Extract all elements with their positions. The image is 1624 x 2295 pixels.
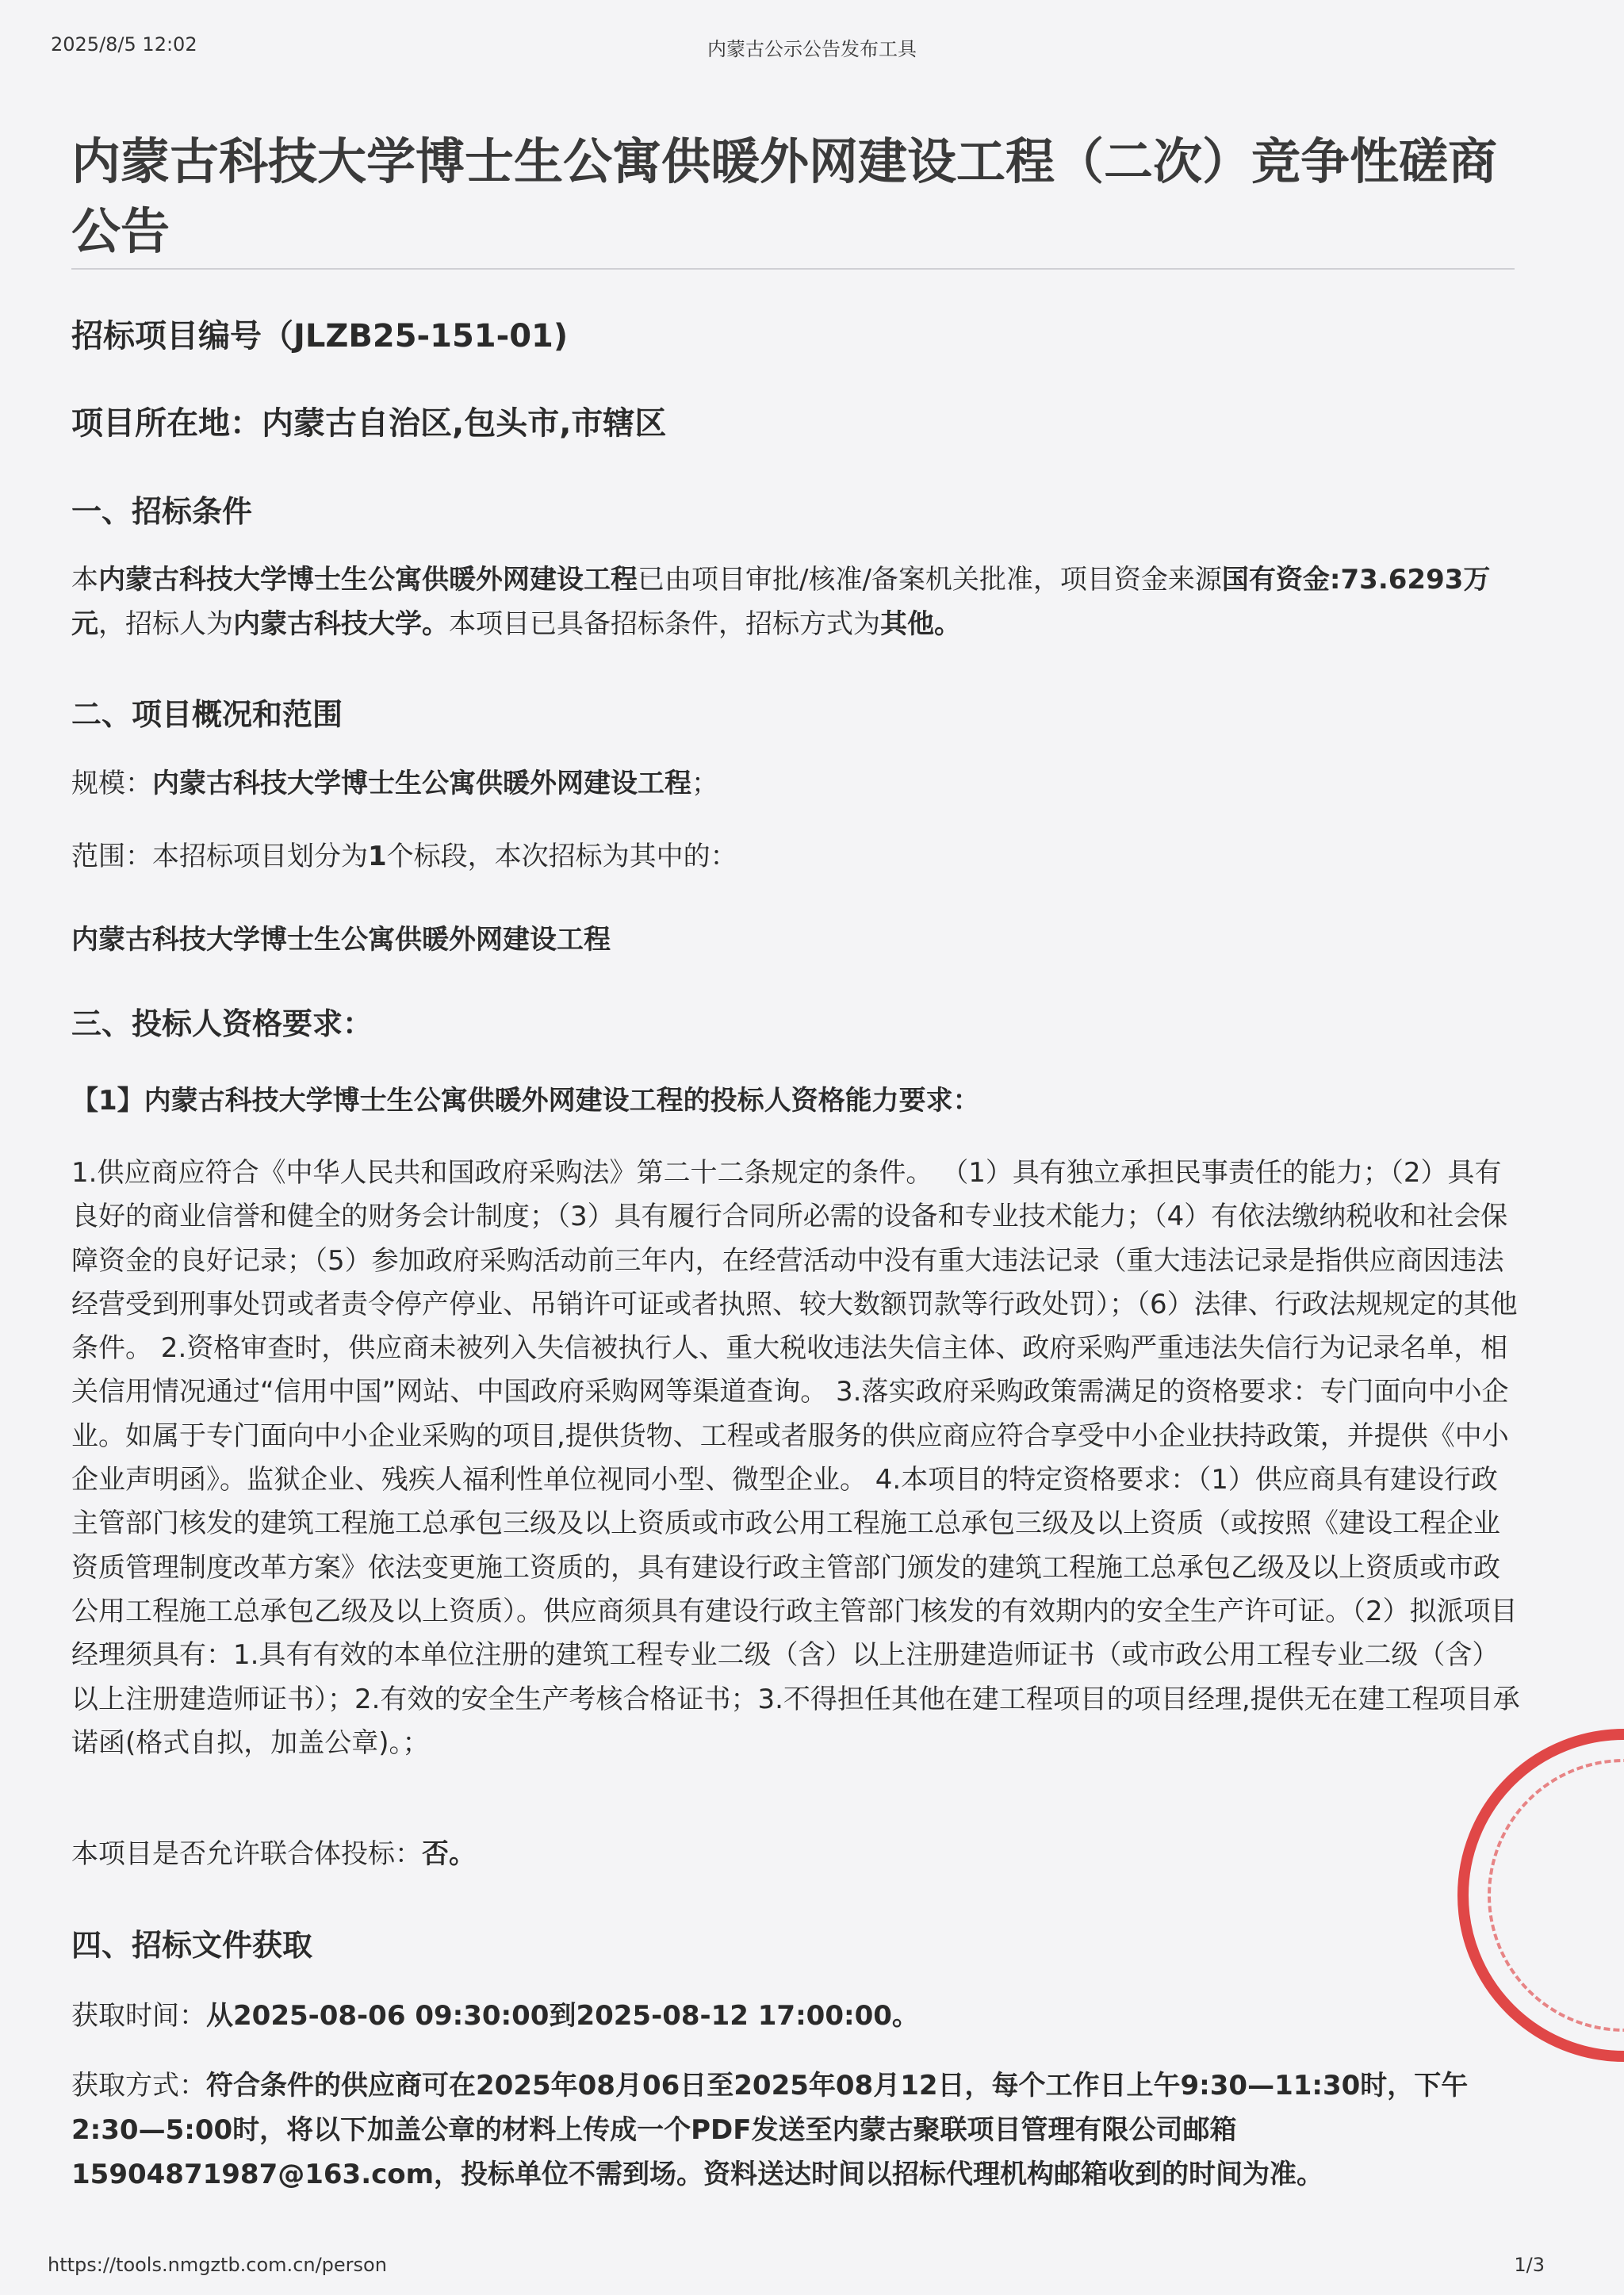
- acquisition-method: [71, 2063, 1522, 2197]
- footer-url-link[interactable]: https://tools.nmgztb.com.cn/person: [48, 2254, 387, 2276]
- section-1-heading: 一、招标条件: [71, 494, 253, 529]
- time-value: 从2025-08-06 09:30:00到2025-08-12 17:00:00。: [206, 2000, 919, 2032]
- scale-end: ；: [691, 768, 718, 799]
- range-line: [71, 834, 1522, 879]
- scale-label: 规模：: [71, 768, 152, 799]
- section-name: 内蒙古科技大学博士生公寓供暖外网建设工程: [71, 924, 611, 956]
- consortium-label: 本项目是否允许联合体投标：: [71, 1838, 422, 1870]
- time-label: 获取时间：: [71, 2000, 206, 2032]
- section-4-heading: 四、招标文件获取: [71, 1928, 313, 1963]
- qualification-requirements: 1.供应商应符合《中华人民共和国政府采购法》第二十二条规定的条件。 （1）具有独立承担民事责任的能力；（2）具有良好的商业信誉和健全的财务会计制度；（3）具有履行合同所必需的设备和专业技术能力；（4）有依法缴纳税收和社会保障资金的良好记录；（5）参加政府采购活动前三年内，在经营活动中没有重大违法记录（重大违法记录是指供应商因违法经营受到刑事处罚或者责令停产停业、吊销许可证或者执照、较大数额罚款等行政处罚）；（6）法律、行政法规规定的其他条件。 2.资格审查时，供应商未被列入失信被执行人、重大税收违法失信主体、政府采购严重违法失信行为记录名单，相关信用情况通过“信用中国”网站、中国政府采购网等渠道查询。 3.落实政府采购政策需满足的资格要求：专门面向中小企业。如属于专门面向中小企业采购的项目,提供货物、工程或者服务的供应商应符合享受中小企业扶持政策，并提供《中小企业声明函》。监狱企业、残疾人福利性单位视同小型、微型企业。 4.本项目的特定资格要求：（1）供应商具有建设行政主管部门核发的建筑工程施工总承包三级及以上资质或市政公用工程施工总承包三级及以上资质（或按照《建设工程企业资质管理制度改革方案》依法变更施工资质的，具有建设行政主管部门颁发的建筑工程施工总承包乙级及以上资质或市政公用工程施工总承包乙级及以上资质）。供应商须具有建设行政主管部门核发的有效期内的安全生产许可证。（2）拟派项目经理须具有：1.具有有效的本单位注册的建筑工程专业二级（含）以上注册建造师证书（或市政公用工程专业二级（含）以上注册建造师证书）；2.有效的安全生产考核合格证书；3.不得担任其他在建工程项目的项目经理,提供无在建工程项目承诺函(格式自拟，加盖公章)。；: [71, 1157, 1520, 1759]
- page-title: 内蒙古科技大学博士生公寓供暖外网建设工程（二次）竞争性磋商公告: [71, 132, 1498, 260]
- method-value: 符合条件的供应商可在2025年08月06日至2025年08月12日，每个工作日上午9:30—11:30时，下午2:30—5:00时，将以下加盖公章的材料上传成一个PDF发送至内蒙古聚联项目管理有限公司邮箱15904871987@163.com，投标单位不需到场。资料送达时间以招标代理机构邮箱收到的时间为准。: [71, 2070, 1469, 2190]
- range-count: 1: [368, 841, 387, 872]
- project-code: 招标项目编号（JLZB25-151-01): [71, 318, 569, 354]
- range-end: 个标段，本次招标为其中的：: [386, 841, 737, 872]
- project-location: 项目所在地：内蒙古自治区,包头市,市辖区: [71, 405, 667, 442]
- print-datetime: 2025/8/5 12:02: [51, 33, 197, 56]
- method-label: 获取方式：: [71, 2070, 206, 2102]
- section-1-paragraph: [71, 557, 1522, 646]
- acquisition-time: [71, 1994, 1522, 2038]
- funding-bold: 国有资金:73.6293万元: [71, 564, 1491, 640]
- section-3-heading: 三、投标人资格要求：: [71, 1006, 373, 1041]
- tenderer-bold: 内蒙古科技大学。: [233, 608, 449, 640]
- scale-line: [71, 761, 1522, 806]
- text: 本项目已具备招标条件，招标方式为: [449, 608, 880, 640]
- text: 已由项目审批/核准/备案机关批准，项目资金来源: [638, 564, 1222, 596]
- section-2-heading: 二、项目概况和范围: [71, 697, 343, 732]
- text: 本: [71, 564, 98, 596]
- text: ，招标人为: [98, 608, 233, 640]
- title-divider: [71, 268, 1515, 270]
- site-title: 内蒙古公示公告发布工具: [707, 38, 917, 60]
- page-number: 1/3: [1514, 2254, 1545, 2276]
- project-name-bold: 内蒙古科技大学博士生公寓供暖外网建设工程: [98, 564, 638, 596]
- consortium-line: [71, 1832, 1522, 1876]
- method-bold: 其他。: [880, 608, 961, 640]
- consortium-value: 否。: [422, 1838, 476, 1870]
- section-3-subheading: 【1】内蒙古科技大学博士生公寓供暖外网建设工程的投标人资格能力要求：: [71, 1085, 980, 1117]
- seal-inner-ring: [1488, 1759, 1624, 2032]
- scale-value: 内蒙古科技大学博士生公寓供暖外网建设工程: [152, 768, 691, 799]
- range-label: 范围：本招标项目划分为: [71, 841, 368, 872]
